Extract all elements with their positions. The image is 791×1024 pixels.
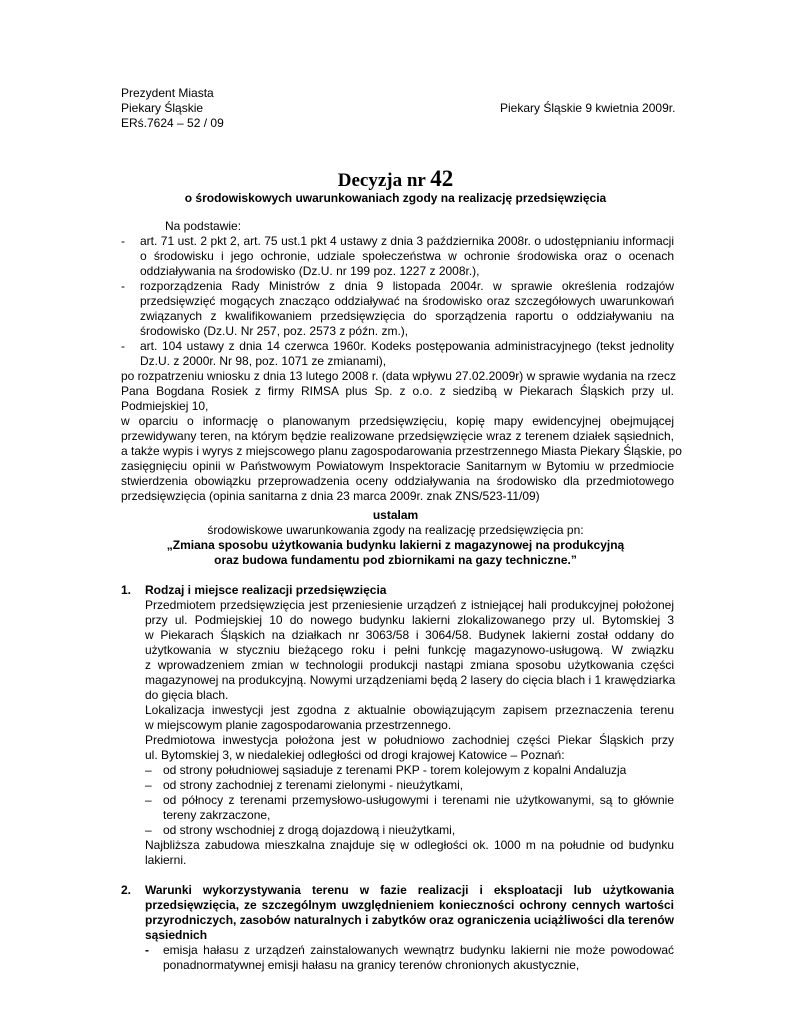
- dash-marker: –: [145, 778, 152, 792]
- section-1-para-4-line-2: lakierni.: [145, 853, 187, 867]
- basis-item-3-line-1: art. 104 ustawy z dnia 14 czerwca 1960r. Kodeks postępowania administracyjnego (tekst jednolity: [140, 339, 674, 353]
- based-on-line-6: przedsięwzięcia (opinia sanitarna z dnia 23 marca 2009r. znak ZNS/523-11/09): [121, 489, 540, 503]
- section-1-bullet-1: od strony południowej sąsiaduje z terenami PKP - torem kolejowym z kopalni Andaluzja: [163, 763, 627, 777]
- dash-marker: –: [145, 823, 152, 837]
- reference-number: ERś.7624 – 52 / 09: [121, 116, 224, 130]
- section-1-bullet-3-line-2: tereny zakrzaczone,: [163, 808, 271, 822]
- basis-item-1-line-3: oddziaływania na środowisko (Dz.U. nr 199 poz. 1227 z 2008r.),: [140, 264, 480, 278]
- issuer-line-2: Piekary Śląskie: [121, 101, 204, 115]
- basis-item-1-line-2: o środowisku i jego ochronie, udziale społeczeństwa w ochronie środowiska oraz o ocenach: [140, 249, 674, 263]
- section-1-para-1-line-2: przy ul. Podmiejskiej 10 do nowego budynku lakierni zlokalizowanego przy ul. Bytomskiej 3: [145, 613, 674, 627]
- section-2-item-1-line-2: ponadnormatywnej emisji hałasu na granicy terenów chronionych akustycznie,: [163, 958, 580, 972]
- based-on-line-5: stwierdzenia obowiązku przeprowadzenia oceny oddziaływania na środowisko dla przedmiotowego: [121, 474, 674, 488]
- dash-marker: –: [145, 763, 152, 777]
- section-2-heading-line-2: przedsięwzięcia, ze szczególnym uwzględnieniem konieczności ochrony cennych wartości: [145, 898, 674, 912]
- basis-item-2-line-1: rozporządzenia Rady Ministrów z dnia 9 listopada 2004r. w sprawie określenia rodzajów: [140, 279, 674, 293]
- section-1-para-1-line-3: w Piekarach Śląskich na działkach nr 3063/58 i 3064/58. Budynek lakierni został oddany do: [145, 628, 674, 642]
- request-line-2: Pana Bogdana Rosiek z firmy RIMSA plus Sp. z o.o. z siedzibą w Piekarach Śląskich przy ul.: [121, 384, 674, 398]
- dash-marker: -: [121, 279, 125, 293]
- basis-item-3-line-2: Dz.U. z 2000r. Nr 98, poz. 1071 ze zmianami),: [140, 354, 387, 368]
- section-1-para-1-line-4: użytkowania w styczniu bieżącego roku i pełni funkcję magazynowo-usługową. W związku: [145, 643, 674, 657]
- decision-number: 42: [430, 166, 454, 191]
- dash-marker: -: [121, 234, 125, 248]
- section-1-para-2-line-1: Lokalizacja inwestycji jest zgodna z aktualnie obowiązującym zapisem przeznaczenia terenu: [145, 703, 674, 717]
- section-2-heading-line-3: przyrodniczych, zasobów naturalnych i zabytków oraz ograniczenia uciążliwości dla terenów: [145, 913, 674, 927]
- based-on-line-3: a także wypis i wyrys z miejscowego planu zagospodarowania przestrzennego Miasta Piekary Śląskie, po: [121, 444, 682, 458]
- section-1-para-3-line-2: ul. Bytomskiej 3, w niedalekiej odległości od drogi krajowej Katowice – Poznań:: [145, 748, 565, 762]
- project-name-line-1: „Zmiana sposobu użytkowania budynku lakierni z magazynowej na produkcyjną: [166, 538, 625, 552]
- basis-item-2-line-3: związanych z kwalifikowaniem przedsięwzięcia do sporządzenia raportu o oddziaływaniu na: [140, 309, 674, 323]
- section-1-para-3-line-1: Predmiotowa inwestycja położona jest w południowo zachodniej części Piekar Śląskich przy: [145, 733, 674, 747]
- section-1-para-1-line-7: do gięcia blach.: [145, 688, 229, 702]
- dash-marker: –: [145, 793, 152, 807]
- section-2-number: 2.: [121, 883, 132, 897]
- section-2-heading-line-1: Warunki wykorzystywania terenu w fazie realizacji i eksploatacji lub użytkowania: [145, 883, 674, 897]
- based-on-line-1: w oparciu o informację o planowanym przedsięwzięciu, kopię mapy ewidencyjnej obejmującej: [121, 414, 674, 428]
- request-line-1: po rozpatrzeniu wniosku z dnia 13 lutego 2008 r. (data wpływu 27.02.2009r) w sprawie wydania na rzecz: [121, 369, 676, 383]
- section-1-number: 1.: [121, 583, 132, 597]
- section-1-bullet-3-line-1: od północy z terenami przemysłowo-usługowymi i terenami nie użytkowanymi, są to głównie: [163, 793, 674, 807]
- section-1-para-1-line-6: magazynowej na produkcyjną. Nowymi urządzeniami będą 2 lasery do cięcia blach i 1 krawędziarka: [145, 673, 676, 687]
- section-1-para-1-line-1: Przedmiotem przedsięwzięcia jest przeniesienie urządzeń z istniejącej hali produkcyjnej położonej: [145, 598, 674, 612]
- project-name-line-2: oraz budowa fundamentu pod zbiornikami na gazy techniczne.”: [214, 553, 577, 567]
- place-date: Piekary Śląskie 9 kwietnia 2009r.: [500, 101, 676, 115]
- decision-heading: ustalam: [372, 508, 419, 522]
- request-line-3: Podmiejskiej 10,: [121, 399, 209, 413]
- decision-line: środowiskowe uwarunkowania zgody na realizację przedsięwzięcia pn:: [207, 523, 584, 537]
- section-2-heading-line-4: sąsiednich: [145, 928, 208, 942]
- section-2-item-1-line-1: emisja hałasu z urządzeń zainstalowanych wewnątrz budynku lakierni nie może powodować: [163, 943, 674, 957]
- based-on-line-4: zasięgnięciu opinii w Państwowym Powiatowym Inspektoracie Sanitarnym w Bytomiu w przedmiocie: [121, 459, 674, 473]
- dash-marker: -: [145, 943, 149, 957]
- issuer-line-1: Prezydent Miasta: [121, 86, 214, 100]
- section-1-bullet-4: od strony wschodniej z drogą dojazdową i nieużytkami,: [163, 823, 456, 837]
- section-1-para-4-line-1: Najbliższa zabudowa mieszkalna znajduje się w odległości ok. 1000 m na południe od budynku: [145, 838, 674, 852]
- basis-item-1-line-1: art. 71 ust. 2 pkt 2, art. 75 ust.1 pkt 4 ustawy z dnia 3 października 2008r. o udostępnianiu informacji: [140, 234, 674, 248]
- section-1-bullet-2: od strony zachodniej z terenami zielonymi - nieużytkami,: [163, 778, 464, 792]
- section-1-para-1-line-5: z wprowadzeniem zmian w technologii produkcji nastąpi zmiana sposobu użytkowania części: [145, 658, 674, 672]
- basis-item-2-line-2: przedsięwzięć mogących znacząco oddziaływać na środowisko oraz szczegółowych uwarunkowań: [140, 294, 674, 308]
- section-1-heading: Rodzaj i miejsce realizacji przedsięwzięcia: [145, 583, 387, 597]
- dash-marker: -: [121, 339, 125, 353]
- decision-subtitle: o środowiskowych uwarunkowaniach zgody na realizację przedsięwzięcia: [184, 191, 607, 205]
- decision-title-prefix: Decyzja nr: [337, 170, 426, 191]
- section-1-para-2-line-2: w miejscowym planie zagospodarowania przestrzennego.: [145, 718, 452, 732]
- basis-item-2-line-4: środowisko (Dz.U. Nr 257, poz. 2573 z późn. zm.),: [140, 324, 409, 338]
- basis-intro: Na podstawie:: [165, 219, 242, 233]
- based-on-line-2: przewidywany teren, na którym będzie realizowane przedsięwzięcie wraz z terenem działek sąsiednich,: [121, 429, 674, 443]
- decision-title: [0, 166, 791, 192]
